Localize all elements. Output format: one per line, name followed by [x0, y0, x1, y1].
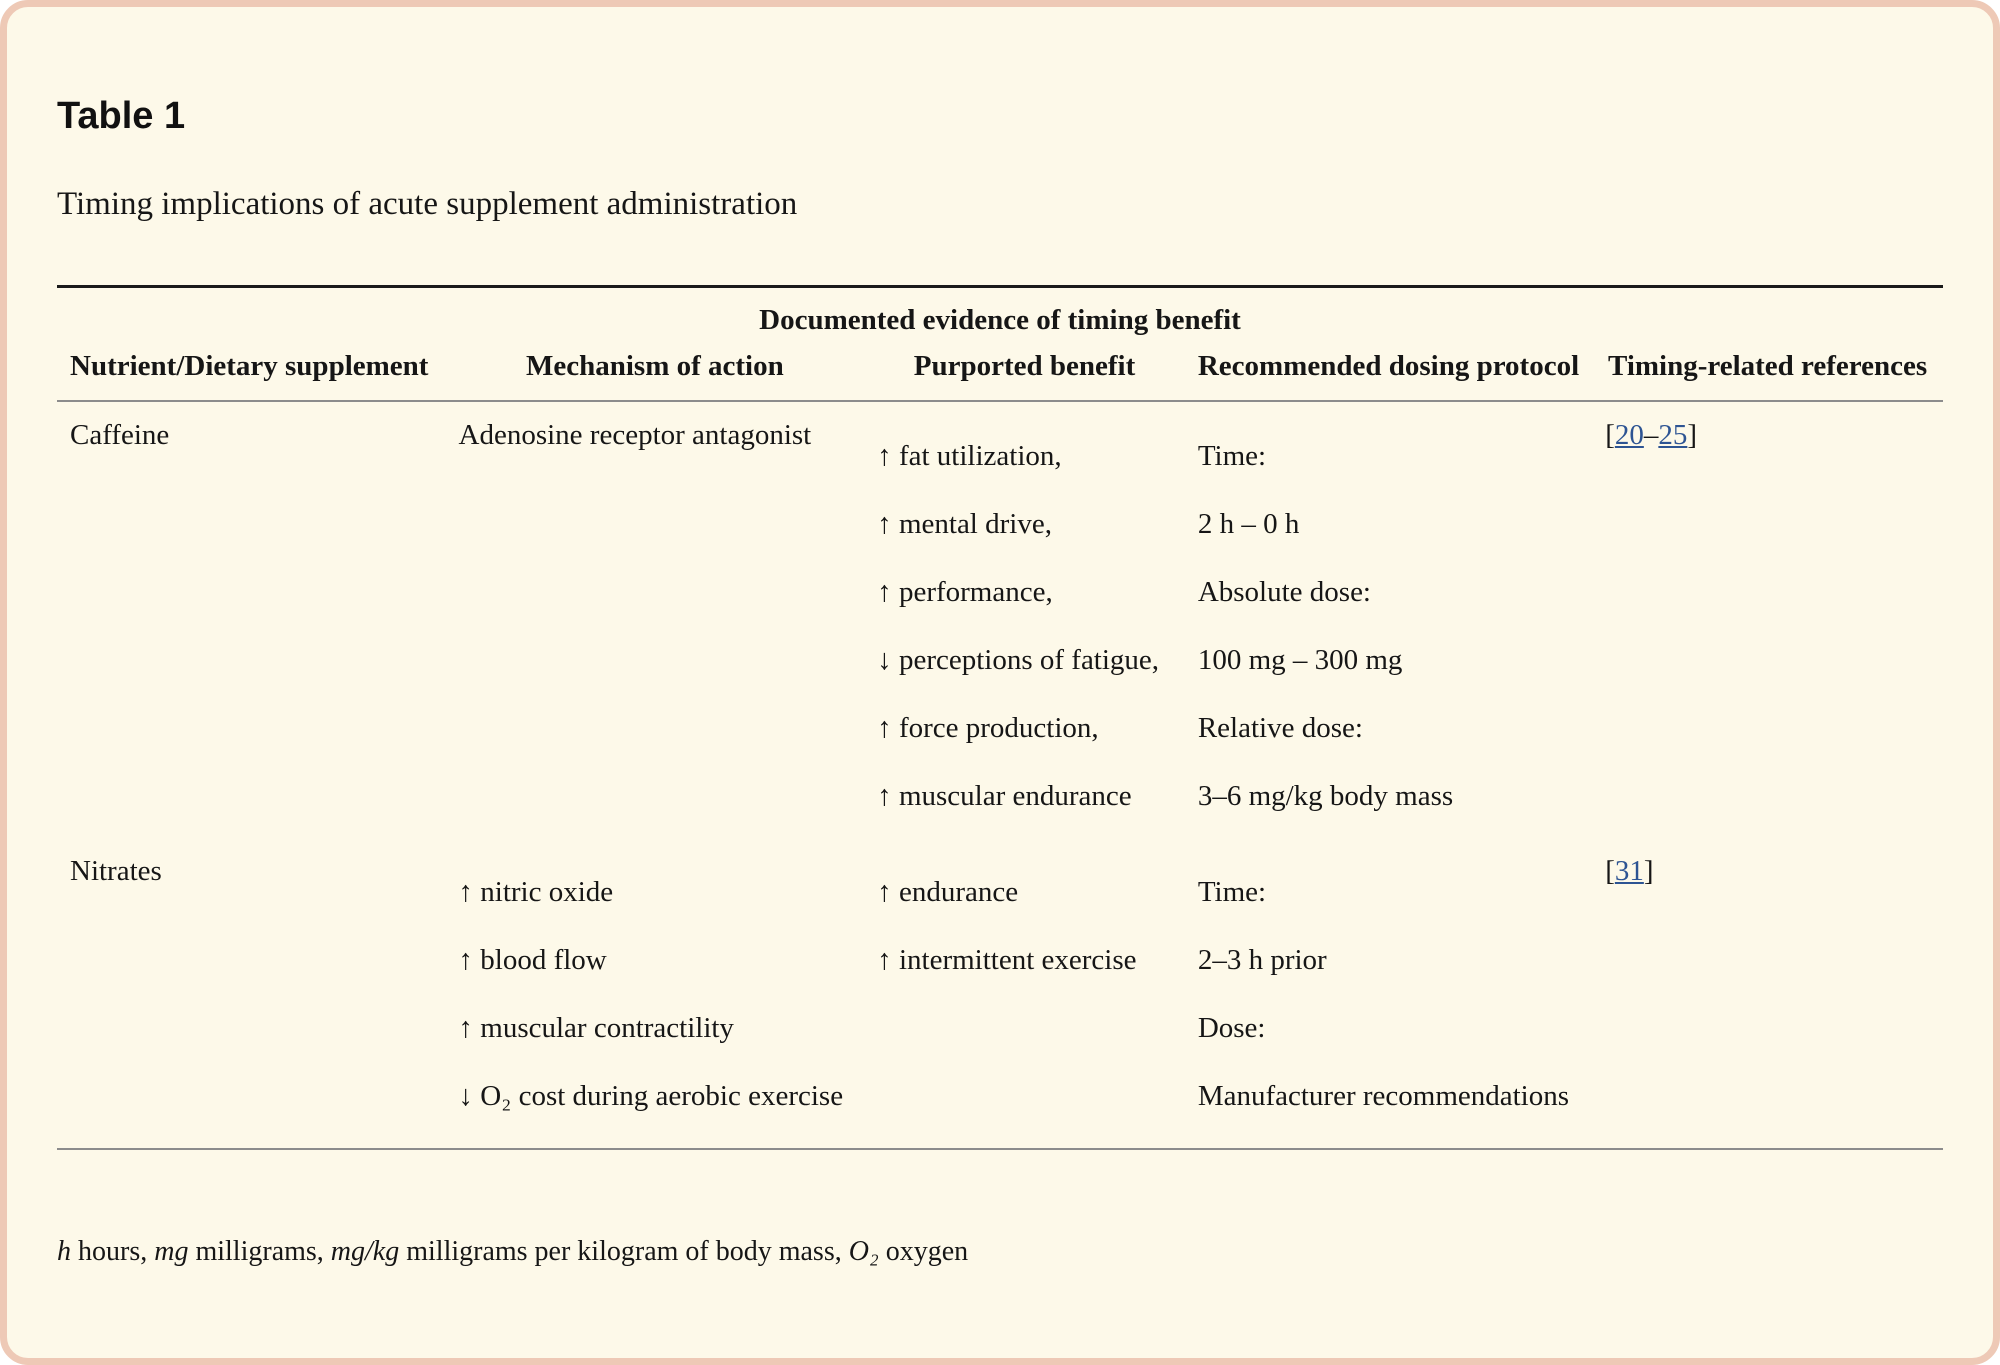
dosing-cell-item: Dose:	[1197, 1012, 1266, 1044]
dosing-cell-item: Absolute dose:	[1197, 576, 1371, 608]
table-row	[57, 838, 1943, 1149]
benefit-cell	[864, 838, 1185, 1149]
footnote-text: milligrams per kilogram of body mass,	[399, 1236, 849, 1267]
dosing-cell-item: 100 mg – 300 mg	[1197, 644, 1403, 676]
mechanism-cell-item: ↑ blood flow	[458, 944, 607, 976]
supplement-table	[57, 285, 1943, 1150]
column-header-dosing: Recommended dosing protocol	[1185, 342, 1592, 401]
span-header: Documented evidence of timing benefit	[759, 304, 1241, 336]
table-header	[57, 287, 1943, 402]
dosing-cell-item: Manufacturer recommendations	[1197, 1080, 1570, 1112]
mechanism-text: Adenosine receptor antagonist	[458, 419, 812, 451]
footnote-abbreviation: mg/kg	[330, 1236, 400, 1267]
benefit-cell-item: ↓ perceptions of fatigue,	[877, 644, 1160, 676]
mechanism-cell-item: ↑ muscular contractility	[458, 1012, 734, 1044]
supplement-name: Nitrates	[70, 855, 162, 887]
dosing-cell-item: 2 h – 0 h	[1197, 508, 1300, 540]
supplement-name: Caffeine	[70, 419, 170, 451]
benefit-cell-item: ↑ force production,	[877, 712, 1099, 744]
dosing-cell-item: 3–6 mg/kg body mass	[1197, 780, 1454, 812]
footnote-text: oxygen	[878, 1236, 969, 1267]
column-header-row	[57, 342, 1943, 401]
dosing-cell	[1185, 401, 1592, 838]
table-row	[57, 401, 1943, 838]
table-footnote	[57, 1234, 1943, 1270]
table-body	[57, 401, 1943, 1149]
dosing-cell-item: Relative dose:	[1197, 712, 1363, 744]
footnote-abbreviation: h	[57, 1236, 71, 1267]
span-header-row	[57, 287, 1943, 343]
benefit-cell-item: ↑ intermittent exercise	[877, 944, 1137, 976]
table-caption: Timing implications of acute supplement administration	[57, 186, 798, 222]
references-cell: [20–25]	[1605, 419, 1698, 451]
benefit-cell-item: ↑ mental drive,	[877, 508, 1052, 540]
mechanism-cell-item: ↑ nitric oxide	[458, 876, 614, 908]
footnote-text: milligrams,	[188, 1236, 331, 1267]
column-header-supplement: Nutrient/Dietary supplement	[57, 342, 446, 401]
footnote-abbreviation: O₂	[848, 1236, 879, 1267]
dosing-cell	[1185, 838, 1592, 1149]
benefit-cell-item: ↑ fat utilization,	[877, 440, 1062, 472]
reference-link[interactable]: 31	[1614, 855, 1644, 887]
reference-link[interactable]: 25	[1658, 419, 1688, 451]
mechanism-cell-item: ↓ O₂ cost during aerobic exercise	[458, 1080, 844, 1112]
reference-link[interactable]: 20	[1614, 419, 1644, 451]
dosing-cell-item: Time:	[1197, 440, 1267, 472]
dosing-cell-item: 2–3 h prior	[1197, 944, 1327, 976]
column-header-mechanism: Mechanism of action	[446, 342, 865, 401]
mechanism-cell	[446, 401, 865, 838]
supplement-cell	[57, 838, 446, 1149]
references-cell: [31]	[1592, 838, 1943, 1149]
supplement-cell	[57, 401, 446, 838]
column-header-references: Timing-related references	[1592, 342, 1943, 401]
footnote-text: hours,	[71, 1236, 155, 1267]
benefit-cell-item: ↑ performance,	[877, 576, 1053, 608]
mechanism-cell	[446, 838, 865, 1149]
benefit-cell	[864, 401, 1185, 838]
footnote-abbreviation: mg	[154, 1236, 189, 1267]
column-header-benefit: Purported benefit	[864, 342, 1185, 401]
benefit-cell-item: ↑ endurance	[877, 876, 1019, 908]
benefit-cell-item: ↑ muscular endurance	[877, 780, 1132, 812]
table-title: Table 1	[57, 95, 186, 137]
dosing-cell-item: Time:	[1197, 876, 1267, 908]
